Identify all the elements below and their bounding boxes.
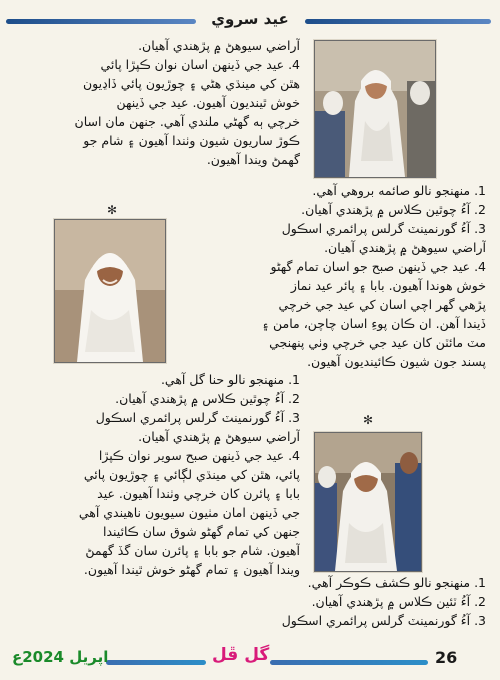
text-line: مٽ مائٽن کان عيد جي خرچي وٺي پنهنجي — [269, 335, 486, 350]
text-line: خرچي ٻه گهڻي ملندي آهي. جنهن مان اسان — [74, 114, 300, 129]
text-line: گهمڻ ويندا آهيون. — [206, 152, 300, 167]
photo-2-illustration — [55, 220, 165, 362]
text-line: 2. آءُ چوٿين ڪلاس ۾ پڙهندي آهيان. — [115, 391, 300, 406]
text-line: 3. آءُ گورنمينٽ گرلس پرائمري اسڪول — [281, 221, 486, 236]
text-line: هٿن کي مينڌي هڻي ۽ چوڙيون پائي ڏاڍيون — [83, 76, 300, 91]
text-line: 2. آءُ ٽئين ڪلاس ۾ پڙهندي آهيان. — [311, 594, 486, 609]
magazine-logo: گل ڦل — [212, 645, 270, 665]
left-text-block-2 — [0, 370, 300, 579]
text-line: بابا ۽ پائرن کان خرچي وٺندا آهيون. عيد — [97, 486, 300, 501]
text-line: آراضي سيوهڻ ۾ پڙهندي آهيان. — [324, 240, 486, 255]
left-top-text — [0, 36, 300, 169]
text-line: 4. عيد جي ڏينهن اسان نوان ڪپڙا پائي — [100, 57, 300, 72]
text-line: خوش هوندا آهيون. بابا ۽ پائر عيد نماز — [290, 278, 486, 293]
right-text-block-1 — [204, 181, 486, 371]
text-line: پائي، هٿن کي مينڌي لڳائي ۽ چوڙيون پائي — [83, 467, 300, 482]
right-text-block-2 — [204, 573, 486, 630]
text-line: آراضي سيوهڻ ۾ پڙهندي آهيان. — [138, 429, 300, 444]
text-line: 1. منهنجو نالو ڪشف ڪوڪر آهي. — [307, 575, 486, 590]
student-photo-2 — [54, 219, 166, 363]
student-photo-1 — [314, 40, 436, 178]
text-line: 2. آءُ چوٿين ڪلاس ۾ پڙهندي آهيان. — [301, 202, 486, 217]
footer-bar-left — [106, 660, 206, 665]
text-line: آراضي سيوهڻ ۾ پڙهندي آهيان. — [138, 38, 300, 53]
text-line: 4. عيد جي ڏينهن صبح سوير نوان ڪپڙا — [98, 448, 300, 463]
text-line: 1. منهنجو نالو حنا گل آهي. — [160, 372, 300, 387]
footer-bar-right — [270, 660, 428, 665]
photo-1-illustration — [315, 41, 435, 177]
text-line: پڙهي گهر اچي اسان کي عيد جي خرچي — [278, 297, 486, 312]
text-line: خوش ٿينديون آهيون. عيد جي ڏينهن — [116, 95, 300, 110]
issue-date: اپريل 2024ع — [12, 648, 109, 666]
separator-star-right: ✻ — [363, 413, 374, 427]
photo-3-illustration — [315, 433, 421, 571]
text-line: 3. آءُ گورنمينٽ گرلس پرائمري اسڪول — [95, 410, 300, 425]
text-line: 4. عيد جي ڏينهن صبح جو اسان تمام گهڻو — [270, 259, 486, 274]
header-bar-right — [305, 19, 491, 24]
separator-star-left: ✻ — [107, 203, 118, 217]
text-line: پسند جون شيون ڪائينديون آهيون. — [307, 354, 486, 369]
text-line: 1. منهنجو نالو صائمه بروهي آهي. — [312, 183, 486, 198]
text-line: جنهن کي تمام گهڻو شوق سان ڪائيندا — [103, 524, 300, 539]
text-line: جي ڏينهن امان مٺيون سيويون ناهيندي آهي — [78, 505, 300, 520]
text-line: آهيون. شام جو بابا ۽ پائرن سان گڏ گهمڻ — [85, 543, 300, 558]
text-line: 3. آءُ گورنمينٽ گرلس پرائمري اسڪول — [281, 613, 486, 628]
text-line: ڪوڙ ساريون شيون وٺندا آهيون ۽ شام جو — [83, 133, 300, 148]
text-line: ويندا آهيون ۽ تمام گهڻو خوش ٿيندا آهيون. — [83, 562, 300, 577]
header-bar-left — [6, 19, 196, 24]
student-photo-3 — [314, 432, 422, 572]
page-title: عيد سروي — [211, 10, 289, 28]
page-number: 26 — [435, 648, 458, 667]
text-line: ڏيندا آهن. ان ڪان پوءِ اسان چاچن، مامن ۽ — [261, 316, 486, 331]
